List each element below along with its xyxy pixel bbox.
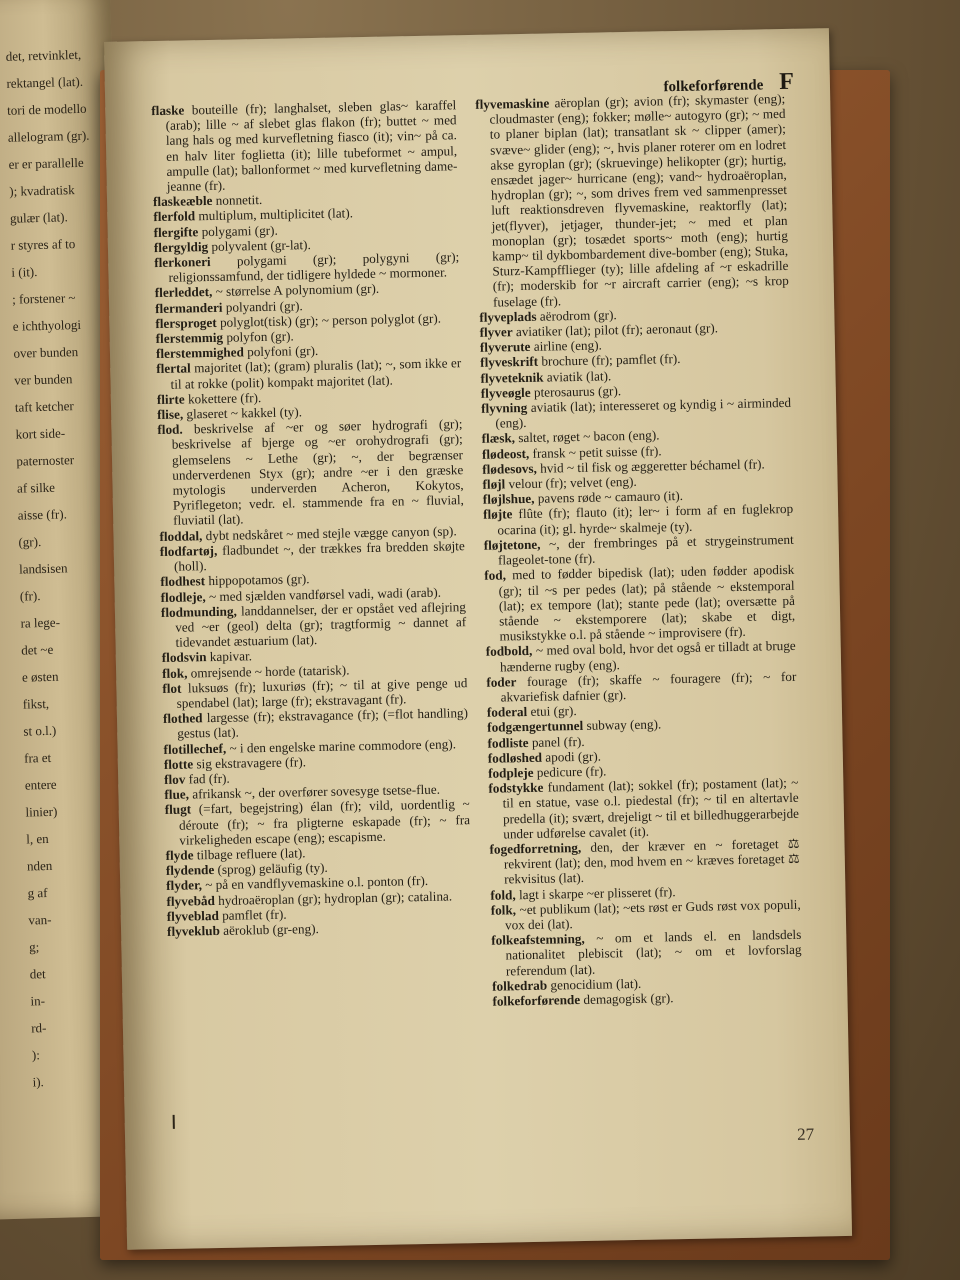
definition: hippopotamos (gr). (208, 571, 310, 589)
definition: airline (eng). (533, 337, 602, 355)
definition: ~ om et lands el. en landsdels nationalitet plebiscit (lat); ~ om et lovforslag referendum (lat). (505, 926, 802, 979)
definition: sig ekstravagere (fr). (196, 753, 307, 772)
definition: omrejsende ~ horde (tatarisk). (190, 661, 350, 680)
headword: flergyldig (153, 238, 209, 255)
headword: flyver (479, 324, 513, 340)
definition: (=fart, begejstring) élan (fr); vild, uordentlig ~ déroute (fr); ~ fra pligterne eskapade (fr); ~ fra virkeligheden escape (eng); escapisme. (178, 796, 471, 848)
left-column (151, 97, 472, 939)
definition: ~ med oval bold, hvor det også er tilladt at bruge hænderne rugby (eng). (499, 638, 796, 675)
definition: beskrivelse af ~er og søer hydrografi (gr); beskrivelse af bjerge og ~er orohydrografi (gr); glemselens ~ Lethe (gr); ~, der begrænser underverdenen Styx (gr); andre ~er i den græske mytologis underverden Acheron, Kokytos, Pyriflegeton; vedr. el. stammende fra en ~ fluvial, fluviatil (lat). (171, 416, 465, 529)
headword: flov (164, 771, 186, 787)
headword: flyveblad (166, 907, 219, 924)
definition: pavens røde ~ camauro (it). (537, 488, 684, 507)
left-page-fragment: ver bunden (14, 371, 73, 388)
definition: ~ størrelse A polynomium (gr). (215, 281, 380, 300)
headword: flermanderi (154, 299, 223, 316)
left-page-fragment: van- (28, 911, 52, 928)
headword: flyveplads (479, 308, 537, 325)
left-page-fragment: det ~e (21, 641, 54, 658)
definition: polyglot(tisk) (gr); ~ person polyglot (gr). (219, 310, 442, 330)
dictionary-entry (154, 249, 460, 285)
headword: flyveøgle (480, 384, 531, 401)
definition: tilbage refluere (lat). (196, 845, 306, 863)
left-page-fragment: fikst, (22, 695, 50, 712)
definition: med to fødder bipedisk (lat); uden fødder apodisk (gr); til ~s per pedes (lat); på stående ~ ekstemporal (lat); ex tempore (lat); stante pede (lat); oversætte på stående ~ ekstemporere (lat); skabe et digt, musikstykke o.l. på stående ~ improvisere (fr). (498, 562, 796, 644)
dictionary-entry (161, 599, 467, 650)
headword: flerfold (153, 208, 196, 225)
headword: flerkoneri (154, 254, 211, 271)
definition: polyandri (gr). (225, 297, 303, 315)
left-page-fragment: g; (28, 939, 40, 955)
definition: brochure (fr); pamflet (fr). (541, 351, 681, 370)
left-page-fragment: ra lege- (20, 614, 61, 631)
definition: aviatik (lat); interesseret og kyndig i ~ airminded (eng). (495, 394, 792, 431)
left-page-fragment: e østen (21, 668, 59, 685)
definition: flûte (fr); flauto (it); ler~ i form af en fuglekrop ocarina (it); gl. hyrde~ skalmeje (ty). (497, 501, 794, 538)
headword: flyveklub (166, 922, 220, 939)
headword: fodpleje (487, 764, 534, 781)
definition: den, der kræver en ~ foretaget ⚖ rekvirent (lat); den, mod hvem en ~ kræves foretaget ⚖ rekvisitus (lat). (503, 835, 800, 887)
headword: flothed (162, 710, 203, 727)
left-page-fragment: er er parallelle (8, 154, 84, 172)
left-page-fragment: rd- (30, 1020, 47, 1036)
headword: flyvebåd (166, 892, 215, 909)
headword: flyveteknik (480, 369, 544, 386)
page-number: 27 (796, 1124, 815, 1144)
definition: hydroaëroplan (gr); hydroplan (gr); catalina. (218, 888, 453, 908)
definition: polygami (gr); polygyni (gr); religionssamfund, der tidligere hyldede ~ mormoner. (168, 249, 460, 286)
headword: flodsvin (161, 649, 207, 666)
headword: flyvemaskine (475, 95, 550, 112)
definition: ~ med sjælden vandførsel vadi, wadi (arab). (208, 584, 442, 604)
left-page-fragment: l, en (26, 830, 49, 847)
headword: folkedrab (492, 977, 548, 994)
definition: pamflet (fr). (221, 906, 287, 923)
definition: nonnetit. (215, 192, 263, 209)
definition: aviatiker (lat); pilot (fr); aeronaut (gr). (515, 320, 719, 340)
definition: bouteille (fr); langhalset, sleben glas~ karaffel (arab); lille ~ af slebet glas flakon (fr); buttet ~ med lang hals og med kurvefletning fiasco (it); vin~ på ca. en halv liter foglietta (it); lille tubeformet ~ ampul, ampulle (lat); ballonformet ~ med kurvefletning dame-jeanne (fr). (165, 97, 458, 194)
headword: folkeforførende (492, 992, 581, 1009)
definition: pedicure (fr). (536, 763, 607, 780)
definition: polygami (gr). (201, 222, 278, 239)
definition: velour (fr); velvet (eng). (508, 473, 637, 492)
dictionary-page (104, 28, 852, 1250)
headword: flise, (157, 406, 184, 423)
definition: fourage (fr); skaffe ~ fouragere (fr); ~ for akvariefisk dafnier (gr). (500, 668, 797, 705)
dictionary-entry (484, 562, 795, 644)
headword: flyvning (480, 400, 528, 416)
left-page-fragment: g af (27, 885, 48, 901)
left-page-fragment: allelogram (gr). (7, 127, 90, 145)
definition: aëroplan (gr); avion (fr); skymaster (eng); cloudmaster (eng); fokker; mølle~ autogyro (gr); ~ med to planer biplan (lat); transatlant sk ~ clipper (amer); svæve~ glider (eng); ~, hvis planer roterer om en lodret akse gyroplan (gr); (skruevinge) helikopter (gr); hurtig, ensædet jager~ hurricane (eng); vand~ hydroaëroplan, hydroplan (gr); ~, som drives frem ved sammenpresset luft reaktionsdreven flyvemaskine, reaktorfly (lat); jet(flyver), jetjager, thunder-jet; ~ med et plan monoplan (gr); tosædet sports~ moth (eng); hurtig kamp~ til dykbombardement dive-bomber (eng); Stuka, Sturz-Kampfflieger (ty); lille afdeling af ~r eskadrille (fr); moderskib for ~r aircraft carrier (eng); ~s krop fuselage (fr). (489, 90, 789, 310)
headword: flødeost, (481, 445, 530, 462)
definition: fladbundet ~, der trækkes fra bredden skøjte (holl). (173, 538, 465, 574)
dictionary-entry (165, 796, 471, 847)
headword: fold, (490, 886, 516, 903)
headword: floddal, (159, 527, 203, 544)
definition: kapivar. (209, 648, 253, 665)
dictionary-entry (157, 416, 464, 528)
left-page-fragment: linier) (25, 803, 58, 820)
headword: flertal (156, 360, 191, 377)
headword: flot (162, 680, 182, 696)
left-page-fragment: af silke (16, 479, 56, 496)
left-page-fragment: tori de modello (6, 100, 87, 118)
definition: dybt nedskåret ~ med stejle vægge canyon (sp). (205, 523, 457, 543)
dictionary-entry (151, 97, 458, 194)
headword: fodgængertunnel (487, 718, 584, 736)
headword: flodmunding, (160, 603, 237, 620)
guide-word: folkeforførende (663, 77, 764, 96)
definition: largesse (fr); ekstravagance (fr); (=flot handling) gestus (lat). (177, 705, 469, 742)
definition: demagogisk (gr). (583, 990, 674, 1007)
definition: multiplum, multiplicitet (lat). (198, 205, 354, 224)
left-page-fragment: nden (26, 857, 53, 874)
dictionary-entry (488, 775, 799, 842)
definition: kokettere (fr). (187, 389, 262, 407)
headword: flaskeæble (152, 193, 213, 210)
headword: fod, (484, 567, 507, 584)
definition: majoritet (lat); (gram) pluralis (lat); ~, som ikke er til at rokke (polit) kompakt majoritet (lat). (170, 355, 462, 392)
left-page-fragment: (fr). (19, 588, 41, 604)
margin-mark (173, 1115, 175, 1129)
left-page-fragment: taft ketcher (14, 398, 74, 415)
headword: fløjl (482, 476, 506, 492)
left-page-fragment: r styres af to (10, 236, 76, 253)
headword: fodbold, (485, 643, 533, 660)
definition: lagt i skarpe ~er plisseret (fr). (518, 883, 676, 902)
section-letter: F (778, 68, 795, 96)
definition: ~et publikum (lat); ~ets røst er Guds røst vox populi, vox dei (lat). (504, 896, 801, 933)
left-page-fragment: i (it). (11, 264, 38, 280)
definition: (sprog) geläufig (ty). (217, 860, 328, 878)
definition: fad (fr). (188, 770, 230, 787)
headword: flyveskrift (480, 354, 539, 371)
definition: aviatik (lat). (546, 367, 612, 385)
left-page-fragment: i). (32, 1074, 45, 1090)
definition: ~, der frembringes på et strygeinstrument flageolet-tone (fr). (497, 531, 794, 568)
headword: fløjlshue, (482, 491, 535, 508)
headword: flerleddet, (154, 284, 213, 301)
definition: genocidium (lat). (550, 975, 642, 993)
headword: flersproget (155, 314, 217, 331)
headword: flyder, (166, 877, 203, 894)
headword: fløjte (483, 506, 513, 523)
headword: flyverute (479, 339, 531, 356)
headword: flodfartøj, (159, 542, 218, 559)
headword: flok, (161, 665, 188, 681)
headword: flod. (157, 421, 183, 438)
left-page-fragment: entere (24, 776, 57, 793)
headword: foderal (486, 704, 528, 720)
headword: flodleje, (160, 588, 206, 605)
definition: luksuøs (fr); luxuriøs (fr); ~ til at give penge ud spendabel (lat); large (fr); ekstravagant (fr). (176, 674, 468, 711)
headword: fodliste (487, 734, 529, 751)
left-page-fragment: ): (31, 1047, 41, 1063)
headword: folkeafstemning, (491, 931, 585, 948)
headword: folk, (490, 902, 517, 918)
definition: hvid ~ til fisk og æggeretter béchamel (fr). (540, 456, 765, 476)
definition: glaseret ~ kakkel (ty). (186, 404, 303, 422)
headword: flyde (165, 847, 194, 863)
definition: fundament (lat); sokkel (fr); postament (lat); ~ til en statue, vase o.l. piedestal (fr); ~ til en altertavle predella (it); svært, drejeligt ~ til et billedhuggerarbejde under udførelse cavalet (it). (502, 774, 800, 842)
dictionary-entry (475, 91, 789, 310)
headword: flydende (165, 862, 215, 879)
definition: saltet, røget ~ bacon (eng). (518, 427, 660, 446)
headword: flergifte (153, 223, 199, 240)
definition: ~ på en vandflyvemaskine o.l. ponton (fr). (205, 873, 429, 893)
left-page-fragment: landsisen (18, 560, 68, 577)
definition: polyfoni (gr). (247, 343, 319, 360)
left-page-fragment: aisse (fr). (17, 506, 68, 523)
left-page-fragment: (gr). (18, 534, 42, 550)
definition: landdannelser, der er opstået ved aflejring ved ~er (geol) delta (gr); tragtformig ~ dannet af tidevandet æstuarium (lat). (175, 598, 467, 650)
definition: afrikansk ~, der overfører sovesyge tsetse-flue. (192, 781, 441, 802)
headword: fløjtetone, (483, 536, 541, 553)
headword: fodstykke (488, 779, 544, 796)
headword: flirte (156, 391, 185, 407)
left-page-fragment: st o.l.) (23, 722, 57, 739)
definition: subway (eng). (586, 716, 662, 734)
definition: pterosaurus (gr). (533, 382, 622, 400)
definition: polyfon (gr). (226, 328, 294, 345)
headword: flæsk, (481, 430, 516, 447)
left-page-fragment: ; forstener ~ (11, 290, 76, 307)
headword: flodhest (160, 573, 206, 590)
headword: flotte (163, 756, 194, 772)
definition: polyvalent (gr-lat). (211, 236, 311, 254)
right-column (475, 91, 802, 1009)
left-page-fragment: in- (30, 993, 46, 1009)
left-page-fragment: e ichthyologi (12, 316, 82, 334)
definition: fransk ~ petit suisse (fr). (532, 443, 662, 461)
definition: apodi (gr). (545, 748, 602, 765)
left-page-fragment: det (29, 966, 46, 982)
definition: panel (fr). (531, 733, 585, 750)
dictionary-entry (489, 836, 800, 888)
left-page-fragment: paternoster (16, 452, 75, 469)
left-page-fragment: kort side- (15, 425, 66, 442)
headword: flerstemmig (155, 329, 224, 347)
definition: ~ i den engelske marine commodore (eng). (229, 735, 457, 756)
headword: foder (486, 673, 517, 690)
dictionary-entry (491, 927, 802, 979)
headword: flaske (151, 102, 185, 119)
headword: flugt (164, 801, 192, 818)
definition: aëroklub (gr-eng). (222, 921, 319, 938)
left-page-fragment: over bunden (13, 344, 79, 361)
headword: flødesovs, (482, 460, 537, 477)
left-page-fragment: rektangel (lat). (6, 73, 84, 91)
headword: fodløshed (487, 749, 543, 766)
headword: flerstemmighed (155, 344, 245, 362)
definition: aërodrom (gr). (539, 307, 617, 324)
left-page-fragment: fra et (23, 749, 52, 766)
headword: flue, (164, 786, 190, 803)
left-page-fragment: ); kvadratisk (9, 182, 75, 199)
left-page-fragment: gulær (lat). (9, 209, 68, 226)
definition: etui (gr). (530, 703, 577, 720)
headword: fogedforretning, (489, 839, 582, 857)
headword: flotillechef, (163, 740, 227, 757)
left-page-fragment: det, retvinklet, (5, 46, 82, 64)
